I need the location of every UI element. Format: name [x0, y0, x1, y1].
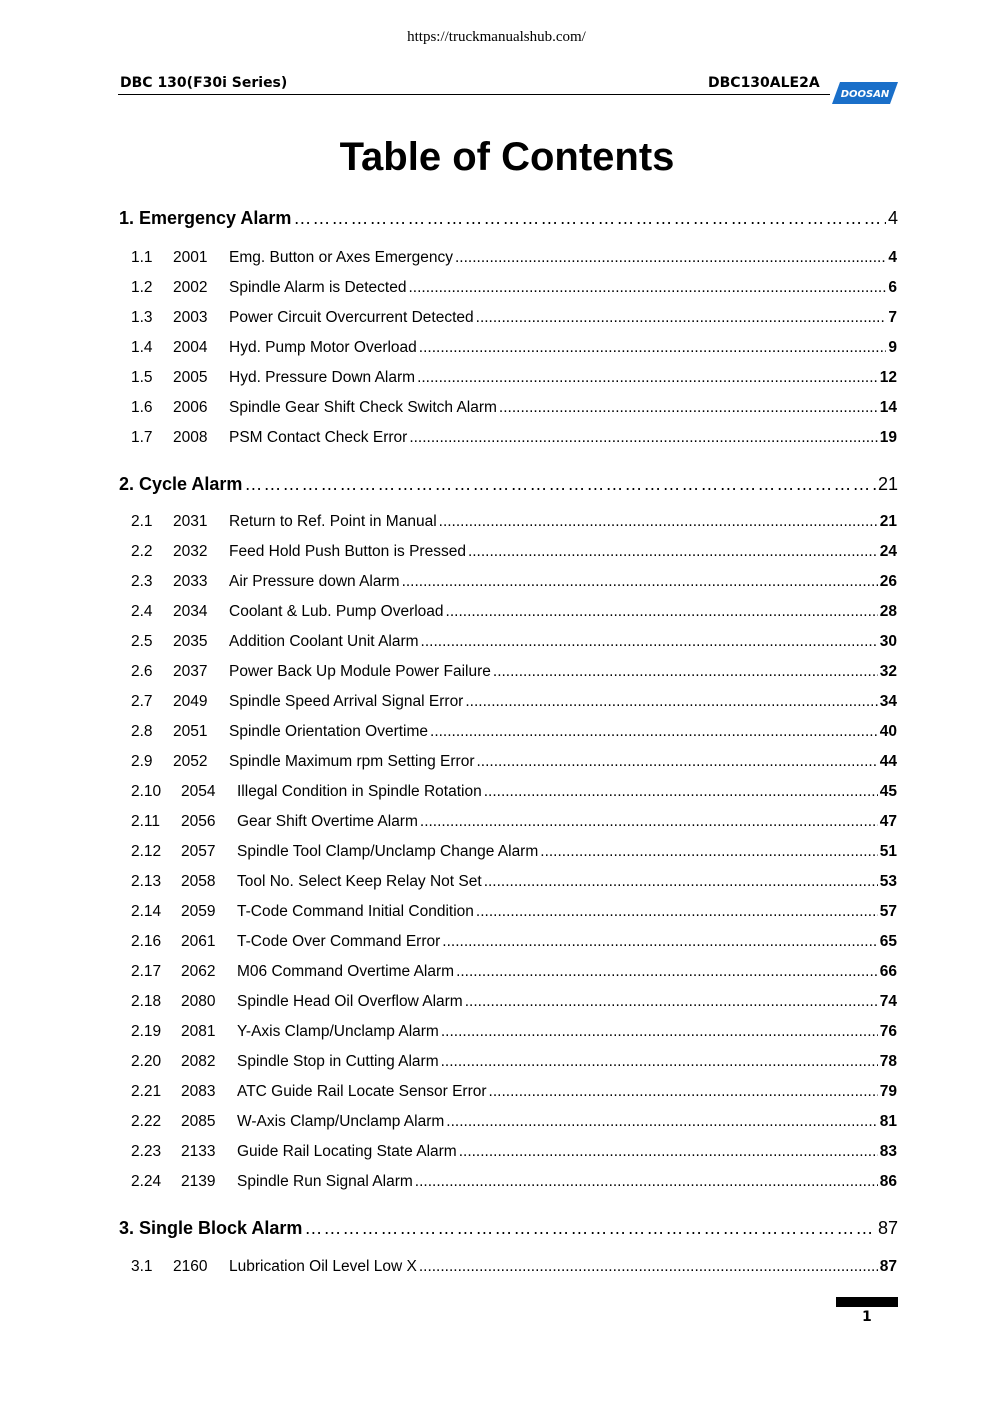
toc-entry-alarm-code: 2052 [173, 753, 208, 770]
toc-leader [476, 903, 878, 921]
toc-entry-number: 2.14 [131, 903, 162, 920]
toc-entry-page: 12 [879, 369, 897, 386]
toc-entry-alarm-code: 2032 [173, 543, 208, 560]
toc-entry-alarm-code: 2031 [173, 513, 208, 530]
toc-entry[interactable] [131, 933, 897, 951]
toc-entry-alarm-code: 2002 [173, 279, 208, 296]
toc-leader [439, 513, 878, 531]
toc-entry-alarm-code: 2133 [181, 1143, 216, 1160]
toc-entry-title: ATC Guide Rail Locate Sensor Error [237, 1083, 487, 1100]
toc-entry-title: Spindle Run Signal Alarm [237, 1173, 413, 1190]
toc-entry-alarm-code: 2056 [181, 813, 216, 830]
toc-entry-alarm-code: 2059 [181, 903, 216, 920]
toc-entry-page: 74 [879, 993, 897, 1010]
toc-entry-alarm-code: 2080 [181, 993, 216, 1010]
toc-entry[interactable] [131, 399, 897, 417]
toc-entry-title: T-Code Over Command Error [237, 933, 441, 950]
toc-leader [456, 963, 878, 981]
toc-entry-page: 14 [879, 399, 897, 416]
toc-entry-title: Spindle Orientation Overtime [229, 723, 429, 740]
toc-entry-number: 1.6 [131, 399, 153, 416]
toc-entry-title: Lubrication Oil Level Low X [229, 1258, 417, 1275]
page-number: 1 [862, 1309, 872, 1325]
toc-entry-alarm-code: 2035 [173, 633, 208, 650]
toc-leader [484, 783, 878, 801]
toc-leader [465, 993, 878, 1011]
toc-entry-page: 45 [879, 783, 897, 800]
toc-leader [446, 1113, 877, 1131]
toc-entry[interactable] [131, 429, 897, 447]
toc-entry[interactable] [131, 843, 897, 861]
toc-entry-alarm-code: 2051 [173, 723, 208, 740]
toc-section-label: 1. Emergency Alarm [119, 208, 292, 228]
toc-section-page: 21 [877, 474, 898, 494]
toc-entry-title: Power Back Up Module Power Failure [229, 663, 491, 680]
toc-entry-page: 7 [888, 309, 897, 326]
toc-entry-page: 51 [879, 843, 897, 860]
toc-entry-title: Guide Rail Locating State Alarm [237, 1143, 457, 1160]
toc-entry-number: 1.7 [131, 429, 153, 446]
toc-entry-page: 76 [879, 1023, 897, 1040]
toc-entry-number: 1.5 [131, 369, 153, 386]
toc-entry[interactable] [131, 1023, 897, 1041]
toc-entry[interactable] [131, 603, 897, 621]
toc-entry-title: Feed Hold Push Button is Pressed [229, 543, 466, 560]
toc-leader [477, 753, 878, 771]
toc-section[interactable] [119, 208, 898, 229]
toc-entry-alarm-code: 2082 [181, 1053, 216, 1070]
toc-entry[interactable] [131, 753, 897, 771]
toc-entry[interactable] [131, 723, 897, 741]
toc-entry-page: 21 [879, 513, 897, 530]
toc-entry-title: Spindle Maximum rpm Setting Error [229, 753, 475, 770]
toc-entry-page: 57 [879, 903, 897, 920]
toc-section-label: 2. Cycle Alarm [119, 474, 243, 494]
toc-entry-page: 28 [879, 603, 897, 620]
toc-leader [465, 693, 877, 711]
toc-entry-page: 66 [879, 963, 897, 980]
footer-bar [836, 1297, 898, 1307]
toc-section-label: 3. Single Block Alarm [119, 1218, 303, 1238]
toc-entry-title: Y-Axis Clamp/Unclamp Alarm [237, 1023, 439, 1040]
toc-entry-page: 86 [879, 1173, 897, 1190]
toc-entry-alarm-code: 2083 [181, 1083, 216, 1100]
toc-entry[interactable] [131, 993, 897, 1011]
toc-entry[interactable] [131, 309, 897, 327]
toc-entry-alarm-code: 2081 [181, 1023, 216, 1040]
header-model: DBC 130(F30i Series) [120, 75, 288, 91]
toc-leader [415, 1173, 878, 1191]
toc-entry-alarm-code: 2008 [173, 429, 208, 446]
toc-entry-alarm-code: 2085 [181, 1113, 216, 1130]
toc-entry[interactable] [131, 369, 897, 387]
page-title: Table of Contents [339, 135, 675, 179]
toc-entry-alarm-code: 2006 [173, 399, 208, 416]
toc-entry[interactable] [131, 633, 897, 651]
toc-entry-number: 2.23 [131, 1143, 162, 1160]
toc-entry-number: 2.16 [131, 933, 162, 950]
toc-entry-alarm-code: 2061 [181, 933, 216, 950]
toc-entry-page: 30 [879, 633, 897, 650]
toc-entry-page: 79 [879, 1083, 897, 1100]
toc-entry-title: Addition Coolant Unit Alarm [229, 633, 419, 650]
toc-entry[interactable] [131, 339, 897, 357]
toc-entry[interactable] [131, 513, 897, 531]
toc-section[interactable] [119, 1218, 898, 1239]
toc-entry-number: 1.3 [131, 309, 153, 326]
toc-entry[interactable] [131, 1053, 897, 1071]
toc-entry[interactable] [131, 963, 897, 981]
toc-entry-page: 9 [888, 339, 897, 356]
toc-entry-title: Power Circuit Overcurrent Detected [229, 309, 474, 326]
toc-entry-page: 81 [879, 1113, 897, 1130]
toc-leader [476, 309, 887, 327]
toc-entry-alarm-code: 2004 [173, 339, 208, 356]
toc-entry-number: 2.6 [131, 663, 153, 680]
toc-leader [459, 1143, 878, 1161]
toc-leader [489, 1083, 878, 1101]
toc-entry[interactable] [131, 813, 897, 831]
toc-leader [484, 873, 878, 891]
toc-entry-page: 26 [879, 573, 897, 590]
toc-leader [293, 208, 886, 229]
toc-leader [468, 543, 878, 561]
toc-entry-number: 2.4 [131, 603, 153, 620]
toc-entry-number: 1.1 [131, 249, 153, 266]
toc-leader [409, 429, 877, 447]
toc-entry-title: Spindle Alarm is Detected [229, 279, 407, 296]
toc-entry-number: 2.13 [131, 873, 162, 890]
toc-leader [408, 279, 886, 297]
toc-entry-number: 2.17 [131, 963, 162, 980]
toc-entry-alarm-code: 2003 [173, 309, 208, 326]
toc-entry-alarm-code: 2054 [181, 783, 216, 800]
toc-entry-title: Hyd. Pressure Down Alarm [229, 369, 416, 386]
toc-entry-title: Spindle Stop in Cutting Alarm [237, 1053, 439, 1070]
toc-entry-number: 2.19 [131, 1023, 162, 1040]
toc-leader [419, 1258, 878, 1276]
toc-leader [446, 603, 878, 621]
toc-leader [304, 1218, 876, 1239]
toc-section[interactable] [119, 474, 898, 495]
toc-entry-number: 2.12 [131, 843, 162, 860]
toc-entry-title: Hyd. Pump Motor Overload [229, 339, 417, 356]
toc-entry-alarm-code: 2062 [181, 963, 216, 980]
toc-entry-number: 2.3 [131, 573, 153, 590]
toc-entry[interactable] [131, 1113, 897, 1131]
toc-entry-title: Illegal Condition in Spindle Rotation [237, 783, 482, 800]
toc-leader [430, 723, 878, 741]
toc-entry-number: 2.20 [131, 1053, 162, 1070]
toc-entry-alarm-code: 2058 [181, 873, 216, 890]
toc-leader [417, 369, 878, 387]
toc-entry[interactable] [131, 249, 897, 267]
toc-entry[interactable] [131, 1083, 897, 1101]
source-url[interactable]: https://truckmanualshub.com/ [407, 29, 586, 45]
toc-entry-number: 2.5 [131, 633, 153, 650]
toc-entry-title: M06 Command Overtime Alarm [237, 963, 455, 980]
toc-entry-number: 1.4 [131, 339, 153, 356]
toc-entry-page: 44 [879, 753, 897, 770]
toc-entry[interactable] [131, 1258, 897, 1276]
toc-entry-alarm-code: 2057 [181, 843, 216, 860]
toc-entry-alarm-code: 2005 [173, 369, 208, 386]
toc-entry-page: 78 [879, 1053, 897, 1070]
toc-leader [441, 1023, 878, 1041]
toc-entry-title: Tool No. Select Keep Relay Not Set [237, 873, 482, 890]
toc-leader [455, 249, 886, 267]
toc-entry[interactable] [131, 903, 897, 921]
logo-text: DOOSAN [840, 89, 890, 100]
toc-entry-page: 47 [879, 813, 897, 830]
toc-leader [421, 633, 878, 651]
toc-entry-title: Spindle Tool Clamp/Unclamp Change Alarm [237, 843, 539, 860]
toc-entry-number: 2.9 [131, 753, 153, 770]
toc-entry-title: Spindle Speed Arrival Signal Error [229, 693, 464, 710]
toc-entry-title: W-Axis Clamp/Unclamp Alarm [237, 1113, 445, 1130]
toc-entry-page: 34 [879, 693, 897, 710]
toc-leader [419, 339, 887, 357]
toc-entry-alarm-code: 2049 [173, 693, 208, 710]
toc-entry[interactable] [131, 1173, 897, 1191]
toc-entry-alarm-code: 2160 [173, 1258, 208, 1275]
toc-entry-page: 87 [879, 1258, 897, 1275]
toc-entry-page: 83 [879, 1143, 897, 1160]
toc-entry-title: Spindle Head Oil Overflow Alarm [237, 993, 463, 1010]
toc-entry[interactable] [131, 783, 897, 801]
toc-entry-number: 2.2 [131, 543, 153, 560]
toc-entry-title: Gear Shift Overtime Alarm [237, 813, 418, 830]
toc-entry-page: 24 [879, 543, 897, 560]
toc-entry-number: 2.1 [131, 513, 153, 530]
toc-entry-page: 6 [888, 279, 897, 296]
toc-leader [244, 474, 876, 495]
toc-entry-title: Return to Ref. Point in Manual [229, 513, 437, 530]
toc-entry[interactable] [131, 873, 897, 891]
toc-entry-number: 2.11 [131, 813, 161, 830]
toc-entry-title: PSM Contact Check Error [229, 429, 408, 446]
toc-entry[interactable] [131, 1143, 897, 1161]
toc-entry[interactable] [131, 693, 897, 711]
toc-leader [493, 663, 878, 681]
toc-entry-page: 65 [879, 933, 897, 950]
toc-entry-title: Emg. Button or Axes Emergency [229, 249, 453, 266]
toc-section-page: 87 [877, 1218, 898, 1238]
toc-entry-alarm-code: 2139 [181, 1173, 216, 1190]
toc-entry-title: Spindle Gear Shift Check Switch Alarm [229, 399, 497, 416]
toc-entry-alarm-code: 2001 [173, 249, 208, 266]
toc-entry[interactable] [131, 573, 897, 591]
toc-entry[interactable] [131, 663, 897, 681]
toc-entry[interactable] [131, 279, 897, 297]
toc-entry-title: Coolant & Lub. Pump Overload [229, 603, 444, 620]
toc-entry-number: 1.2 [131, 279, 153, 296]
toc-entry-number: 3.1 [131, 1258, 153, 1275]
toc-entry-number: 2.24 [131, 1173, 162, 1190]
toc-entry-title: T-Code Command Initial Condition [237, 903, 474, 920]
toc-entry-number: 2.7 [131, 693, 153, 710]
toc-entry-page: 4 [888, 249, 897, 266]
toc-entry-page: 40 [879, 723, 897, 740]
doosan-logo [832, 79, 898, 107]
toc-entry-page: 32 [879, 663, 897, 680]
toc-section-page: 4 [887, 208, 898, 228]
toc-entry-page: 53 [879, 873, 897, 890]
toc-entry-title: Air Pressure down Alarm [229, 573, 400, 590]
header-doc-code: DBC130ALE2A [708, 75, 820, 91]
toc-leader [441, 1053, 878, 1071]
toc-entry-number: 2.21 [131, 1083, 162, 1100]
toc-entry-number: 2.18 [131, 993, 162, 1010]
toc-entry-alarm-code: 2037 [173, 663, 208, 680]
toc-leader [540, 843, 877, 861]
toc-entry-number: 2.10 [131, 783, 162, 800]
toc-leader [442, 933, 877, 951]
toc-entry-number: 2.22 [131, 1113, 162, 1130]
toc-entry[interactable] [131, 543, 897, 561]
toc-leader [402, 573, 878, 591]
toc-entry-alarm-code: 2034 [173, 603, 208, 620]
toc-leader [420, 813, 878, 831]
toc-entry-alarm-code: 2033 [173, 573, 208, 590]
toc-entry-number: 2.8 [131, 723, 153, 740]
toc-entry-page: 19 [879, 429, 897, 446]
toc-leader [499, 399, 878, 417]
header-rule [118, 94, 830, 95]
